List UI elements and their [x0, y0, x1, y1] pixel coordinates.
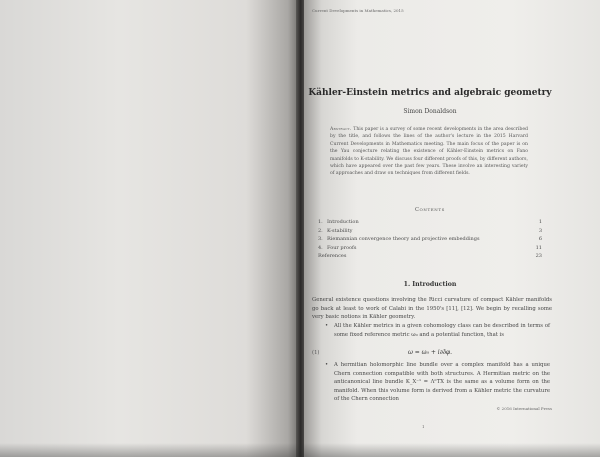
bullet-dot-icon: • [325, 323, 329, 329]
toc-row[interactable] [318, 236, 542, 245]
toc-title: Four proofs [327, 244, 357, 251]
running-head: Current Developments in Mathematics, 2015 [312, 8, 404, 13]
toc-page: 6 [538, 236, 542, 243]
section-heading: 1. Introduction [403, 281, 457, 288]
bullet-text: A hermitian holomorphic line bundle over a complex manifold has a unique Chern connection compatible with both structures. A Hermitian metric on the anticanonical line bundle K_X⁻¹ = ΛⁿTX is the same as a volume form on the manifold. When this volume form is derived from a Kähler metric the curvature of the Chern connection [334, 362, 550, 403]
paper-title: Kähler-Einstein metrics and algebraic geometry [308, 88, 552, 98]
toc-number: 1. [318, 219, 323, 225]
toc-row[interactable] [318, 253, 542, 262]
toc-row[interactable] [318, 228, 542, 237]
toc-number: 3. [318, 236, 323, 243]
page-shadow [0, 443, 600, 457]
toc-number: 4. [318, 244, 323, 251]
toc-title: Introduction [327, 219, 359, 225]
equation: ω = ω₀ + i∂∂̄φ. [407, 349, 453, 356]
toc-page: 3 [538, 227, 542, 234]
intro-paragraph: General existence questions involving the Ricci curvature of compact Kähler manifolds go back at least to work of Calabi in the 1950's [11], [12]. We begin by recalling some very basic notions in Kähler geometry. [312, 297, 552, 321]
abstract-label: Abstract. [330, 127, 352, 132]
abstract-text: This paper is a survey of some recent developments in the area described by the title, and follows the lines of the author's lecture in the 2015 Harvard Current Developments in Mathematics meeting. The main focus of the paper is on the Yau conjecture relating the existence of Kähler-Einstein metrics on Fano manifolds to K-stability. We discuss four different proofs of this, by different authors, which have appeared over the past few years. These involve an interesting variety of approaches and draw on techniques from different fields. [330, 127, 528, 177]
bullet-item [325, 361, 550, 404]
toc-row[interactable] [318, 245, 542, 254]
abstract [330, 126, 528, 178]
toc-page: 11 [535, 244, 542, 251]
toc-page: 23 [535, 253, 542, 260]
copyright-notice: © 2016 International Press [496, 406, 552, 411]
table-of-contents [318, 219, 542, 262]
toc-title: References [318, 253, 347, 260]
toc-number: 2. [318, 227, 323, 234]
toc-row[interactable] [318, 219, 542, 228]
bullet-item [325, 322, 550, 339]
author-name: Simon Donaldson [403, 108, 457, 115]
right-page [304, 0, 600, 457]
toc-page: 1 [538, 219, 542, 225]
page-number: 1 [422, 424, 425, 429]
bullet-dot-icon: • [325, 362, 329, 368]
equation-number: (1) [312, 350, 320, 356]
toc-title: Riemannian convergence theory and projective embeddings [327, 236, 480, 243]
bullet-text: All the Kähler metrics in a given cohomology class can be described in terms of some fixed reference metric ω₀ and a potential function, that is [334, 323, 550, 338]
toc-title: K-stability [327, 227, 353, 234]
contents-heading: Contents [414, 207, 446, 213]
